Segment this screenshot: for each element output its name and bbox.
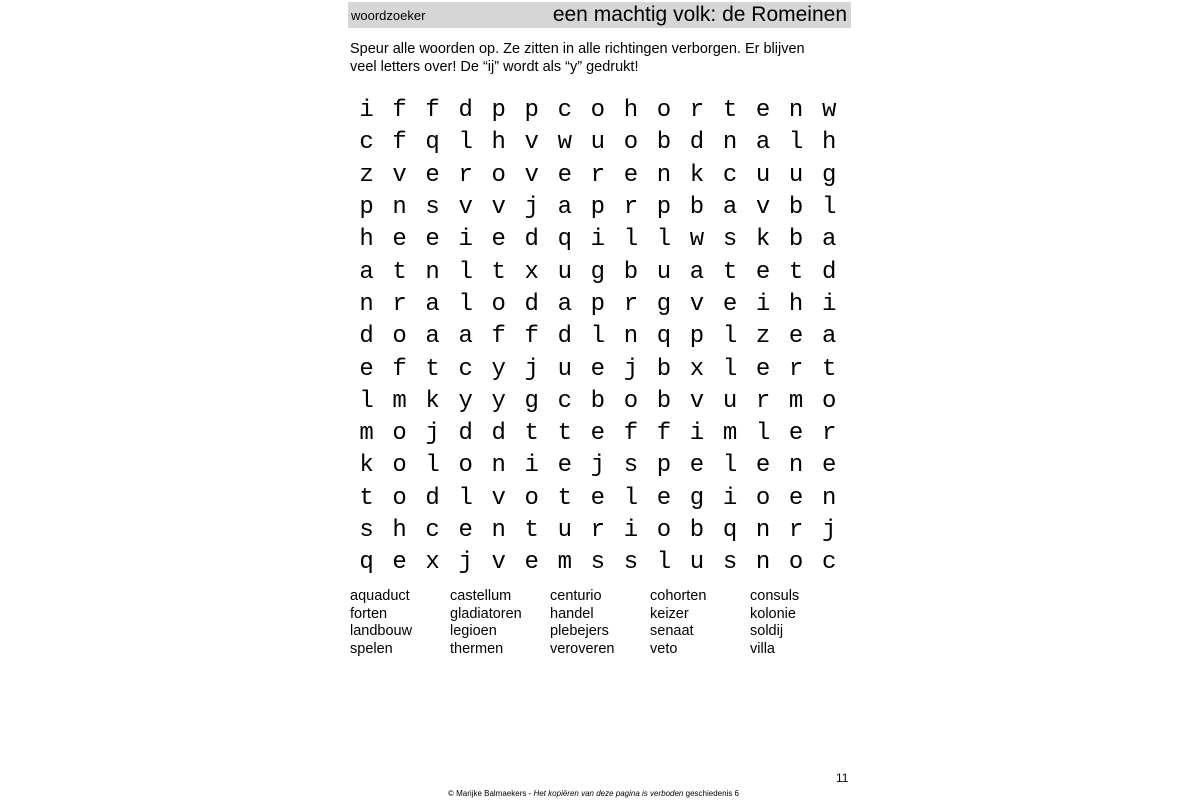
grid-letter: u: [788, 161, 804, 189]
grid-letter: f: [623, 420, 639, 448]
grid-letter: h: [491, 129, 506, 157]
grid-letter: l: [656, 549, 672, 577]
grid-letter: l: [722, 355, 738, 383]
copyright-text: © Marijke Balmaekers: [448, 789, 527, 798]
grid-letter: e: [524, 549, 539, 577]
grid-letter: w: [821, 97, 837, 125]
word-list-item: forten: [350, 605, 388, 622]
grid-letter: l: [722, 452, 738, 480]
grid-letter: o: [392, 484, 407, 512]
grid-letter: i: [458, 226, 473, 254]
grid-letter: j: [623, 355, 639, 383]
word-list-item: consuls: [750, 588, 800, 604]
grid-letter: a: [557, 194, 572, 222]
grid-letter: x: [425, 549, 440, 577]
grid-letter: h: [821, 129, 837, 157]
grid-letter: z: [359, 161, 374, 189]
grid-letter: j: [524, 355, 539, 383]
grid-letter: e: [359, 355, 374, 383]
grid-letter: r: [458, 161, 473, 189]
grid-letter: w: [689, 226, 705, 254]
grid-letter: x: [689, 355, 705, 383]
grid-letter: o: [821, 387, 837, 415]
grid-letter: x: [524, 258, 539, 286]
grid-letter: d: [491, 420, 506, 448]
grid-letter: u: [755, 161, 771, 189]
grid-letter: v: [491, 549, 506, 577]
grid-letter: b: [656, 387, 672, 415]
grid-letter: y: [491, 387, 506, 415]
grid-letter: r: [788, 517, 804, 544]
grid-row: [350, 386, 846, 418]
grid-letter: n: [755, 517, 771, 544]
grid-letter: v: [458, 194, 473, 222]
grid-letter: e: [656, 484, 672, 512]
grid-row: [350, 289, 846, 321]
grid-letter: r: [689, 97, 705, 125]
grid-letter: e: [590, 484, 606, 512]
grid-letter: o: [788, 549, 804, 577]
grid-letter: v: [491, 484, 506, 512]
grid-row: [350, 256, 846, 288]
grid-letter: e: [557, 161, 572, 189]
grid-letter: p: [491, 97, 506, 125]
grid-letter: i: [755, 290, 771, 318]
footer: [448, 789, 739, 799]
grid-letter: v: [524, 161, 539, 189]
grid-letter: o: [623, 387, 639, 415]
grid-letter: c: [359, 129, 374, 157]
grid-letter: j: [524, 194, 539, 222]
grid-letter: b: [590, 387, 606, 415]
grid-letter: s: [425, 194, 440, 222]
grid-letter: o: [392, 452, 407, 480]
grid-letter: b: [656, 129, 672, 157]
grid-letter: v: [755, 194, 771, 222]
grid-letter: h: [359, 226, 374, 254]
grid-letter: g: [524, 387, 539, 415]
grid-letter: e: [590, 420, 606, 448]
grid-letter: g: [590, 258, 606, 286]
grid-letter: l: [623, 226, 639, 254]
grid-letter: m: [557, 549, 572, 577]
grid-letter: u: [689, 549, 705, 577]
word-list-item: veto: [650, 641, 678, 658]
grid-letter: e: [590, 355, 606, 383]
grid-letter: k: [425, 387, 440, 415]
grid-letter: o: [656, 517, 672, 544]
grid-letter: l: [821, 194, 837, 222]
grid-letter: p: [524, 97, 539, 125]
grid-letter: r: [392, 290, 407, 318]
grid-letter: e: [458, 517, 473, 544]
grid-letter: l: [425, 452, 440, 480]
grid-letter: i: [359, 97, 374, 125]
grid-letter: s: [722, 549, 738, 577]
grid-letter: t: [788, 258, 804, 286]
grid-letter: e: [392, 549, 407, 577]
grid-letter: i: [821, 290, 837, 318]
grid-row: [350, 483, 846, 515]
grid-letter: l: [458, 129, 473, 157]
grid-letter: v: [689, 290, 705, 318]
grid-letter: d: [524, 290, 539, 318]
grid-letter: u: [656, 258, 672, 286]
word-list-item: veroveren: [550, 641, 615, 658]
header-bar: [348, 2, 851, 28]
grid-letter: d: [458, 420, 473, 448]
grid-letter: e: [623, 161, 639, 189]
grid-letter: r: [623, 194, 639, 222]
grid-letter: f: [392, 129, 407, 157]
grid-letter: n: [788, 452, 804, 480]
grid-letter: h: [788, 290, 804, 318]
grid-letter: t: [557, 420, 572, 448]
grid-letter: m: [359, 420, 374, 448]
grid-letter: n: [821, 484, 837, 512]
grid-letter: e: [392, 226, 407, 254]
grid-letter: p: [590, 194, 606, 222]
grid-letter: o: [755, 484, 771, 512]
word-list-item: gladiatoren: [450, 605, 522, 622]
grid-letter: m: [722, 420, 738, 448]
grid-letter: t: [392, 258, 407, 286]
grid-letter: o: [491, 161, 506, 189]
grid-letter: n: [656, 161, 672, 189]
grid-letter: c: [821, 549, 837, 577]
word-search-grid: [350, 95, 846, 579]
grid-letter: e: [755, 97, 771, 125]
grid-letter: s: [722, 226, 738, 254]
grid-letter: g: [821, 161, 837, 189]
grid-letter: i: [524, 452, 539, 480]
grid-letter: l: [755, 420, 771, 448]
grid-letter: g: [689, 484, 705, 512]
grid-letter: j: [458, 549, 473, 577]
grid-letter: e: [755, 452, 771, 480]
grid-letter: z: [755, 323, 771, 351]
grid-letter: n: [788, 97, 804, 125]
grid-letter: c: [557, 97, 572, 125]
grid-letter: d: [557, 323, 572, 351]
grid-letter: e: [689, 452, 705, 480]
grid-letter: a: [755, 129, 771, 157]
grid-row: [350, 450, 846, 482]
grid-letter: h: [623, 97, 639, 125]
word-list-item: centurio: [550, 588, 602, 604]
grid-letter: d: [425, 484, 440, 512]
grid-letter: b: [689, 194, 705, 222]
grid-letter: a: [821, 226, 837, 254]
grid-letter: j: [590, 452, 606, 480]
grid-letter: t: [425, 355, 440, 383]
grid-letter: d: [821, 258, 837, 286]
grid-letter: e: [788, 420, 804, 448]
copy-notice: Het kopiëren van deze pagina is verboden: [533, 789, 684, 798]
grid-letter: q: [359, 549, 374, 577]
grid-letter: n: [359, 290, 374, 318]
grid-letter: t: [524, 420, 539, 448]
grid-letter: e: [788, 323, 804, 351]
grid-letter: a: [722, 194, 738, 222]
grid-letter: l: [359, 387, 374, 415]
grid-letter: u: [557, 517, 572, 544]
grid-letter: m: [392, 387, 407, 415]
grid-letter: a: [359, 258, 374, 286]
grid-letter: n: [755, 549, 771, 577]
word-list-row: [350, 588, 850, 606]
grid-letter: n: [425, 258, 440, 286]
grid-letter: d: [458, 97, 473, 125]
grid-letter: q: [722, 517, 738, 544]
grid-letter: f: [425, 97, 440, 125]
grid-letter: e: [755, 258, 771, 286]
grid-letter: r: [788, 355, 804, 383]
grid-letter: f: [656, 420, 672, 448]
grid-letter: u: [557, 258, 572, 286]
grid-letter: c: [458, 355, 473, 383]
grid-letter: o: [392, 323, 407, 351]
grid-letter: c: [557, 387, 572, 415]
grid-letter: d: [689, 129, 705, 157]
grid-letter: l: [590, 323, 606, 351]
grid-letter: u: [722, 387, 738, 415]
grid-letter: b: [788, 194, 804, 222]
grid-letter: j: [821, 517, 837, 544]
grid-letter: n: [623, 323, 639, 351]
grid-letter: f: [392, 355, 407, 383]
grid-letter: v: [491, 194, 506, 222]
grid-letter: d: [524, 226, 539, 254]
word-list-item: plebejers: [550, 623, 609, 640]
grid-letter: t: [524, 517, 539, 544]
grid-letter: e: [557, 452, 572, 480]
grid-letter: f: [392, 97, 407, 125]
grid-letter: v: [689, 387, 705, 415]
grid-letter: c: [722, 161, 738, 189]
grid-letter: p: [656, 194, 672, 222]
grid-letter: r: [623, 290, 639, 318]
grid-letter: e: [755, 355, 771, 383]
word-list-row: [350, 641, 850, 659]
grid-letter: k: [359, 452, 374, 480]
grid-row: [350, 192, 846, 224]
word-list-item: villa: [750, 641, 775, 658]
grid-letter: r: [755, 387, 771, 415]
grid-letter: q: [425, 129, 440, 157]
word-list-item: spelen: [350, 641, 393, 658]
grid-letter: o: [458, 452, 473, 480]
word-list-item: castellum: [450, 588, 512, 604]
word-list-item: handel: [550, 605, 594, 622]
instructions: [350, 40, 850, 76]
grid-letter: n: [722, 129, 738, 157]
word-list-item: landbouw: [350, 623, 413, 640]
grid-letter: m: [788, 387, 804, 415]
word-list-row: [350, 606, 850, 624]
grid-letter: a: [458, 323, 473, 351]
grid-letter: p: [590, 290, 606, 318]
grid-letter: r: [590, 517, 606, 544]
grid-letter: l: [722, 323, 738, 351]
word-list-item: kolonie: [750, 605, 796, 622]
word-list: [350, 588, 850, 659]
grid-letter: d: [359, 323, 374, 351]
grid-letter: l: [458, 484, 473, 512]
grid-letter: h: [392, 517, 407, 544]
grid-row: [350, 95, 846, 127]
grid-letter: l: [458, 258, 473, 286]
grid-letter: o: [623, 129, 639, 157]
grid-letter: a: [689, 258, 705, 286]
grid-letter: s: [590, 549, 606, 577]
grid-letter: f: [491, 323, 506, 351]
grid-letter: v: [392, 161, 407, 189]
grid-letter: p: [689, 323, 705, 351]
grid-letter: t: [722, 258, 738, 286]
grid-letter: i: [722, 484, 738, 512]
grid-letter: u: [557, 355, 572, 383]
grid-letter: i: [689, 420, 705, 448]
grid-row: [350, 353, 846, 385]
instructions-line-2: veel letters over! De “ij” wordt als “y” gedrukt!: [350, 59, 639, 75]
grid-letter: s: [623, 549, 639, 577]
grid-letter: t: [359, 484, 374, 512]
grid-letter: v: [524, 129, 539, 157]
grid-row: [350, 224, 846, 256]
grid-letter: s: [359, 517, 374, 544]
grid-letter: i: [590, 226, 606, 254]
grid-row: [350, 127, 846, 159]
grid-letter: u: [590, 129, 606, 157]
word-list-item: senaat: [650, 623, 694, 640]
grid-letter: l: [623, 484, 639, 512]
page-number: 11: [836, 771, 849, 785]
grid-letter: e: [722, 290, 738, 318]
grid-letter: o: [392, 420, 407, 448]
grid-letter: b: [788, 226, 804, 254]
grid-letter: r: [821, 420, 837, 448]
grid-letter: s: [623, 452, 639, 480]
word-list-item: thermen: [450, 641, 504, 658]
grid-letter: o: [491, 290, 506, 318]
word-list-item: keizer: [650, 605, 689, 622]
grid-letter: n: [491, 452, 506, 480]
grid-row: [350, 418, 846, 450]
page-title: een machtig volk: de Romeinen: [552, 3, 847, 26]
grid-row: [350, 160, 846, 192]
grid-letter: y: [491, 355, 506, 383]
grid-letter: t: [722, 97, 738, 125]
grid-letter: b: [656, 355, 672, 383]
worksheet-type-label: woordzoeker: [351, 8, 426, 23]
grid-letter: y: [458, 387, 473, 415]
grid-letter: q: [557, 226, 572, 254]
word-list-item: soldij: [750, 623, 784, 640]
grid-letter: p: [656, 452, 672, 480]
grid-letter: a: [557, 290, 572, 318]
grid-letter: j: [425, 420, 440, 448]
word-list-item: cohorten: [650, 588, 707, 604]
grid-letter: t: [491, 258, 506, 286]
grid-letter: n: [491, 517, 506, 544]
grid-letter: c: [425, 517, 440, 544]
grid-letter: e: [425, 226, 440, 254]
word-list-row: [350, 623, 850, 641]
grid-letter: i: [623, 517, 639, 544]
grid-letter: b: [689, 517, 705, 544]
grid-letter: l: [656, 226, 672, 254]
grid-letter: o: [524, 484, 539, 512]
grid-letter: r: [590, 161, 606, 189]
grid-letter: b: [623, 258, 639, 286]
grid-letter: p: [359, 194, 374, 222]
footer-separator: -: [528, 789, 532, 798]
word-list-item: legioen: [450, 623, 497, 640]
grid-letter: q: [656, 323, 672, 351]
grid-letter: e: [491, 226, 506, 254]
grid-letter: t: [557, 484, 572, 512]
grid-letter: o: [656, 97, 672, 125]
grid-letter: l: [788, 129, 804, 157]
grid-letter: t: [821, 355, 837, 383]
grid-letter: e: [821, 452, 837, 480]
grid-row: [350, 547, 846, 579]
grid-letter: a: [425, 290, 440, 318]
grid-letter: e: [788, 484, 804, 512]
grid-letter: g: [656, 290, 672, 318]
grid-letter: f: [524, 323, 539, 351]
instructions-line-1: Speur alle woorden op. Ze zitten in alle richtingen verborgen. Er blijven: [350, 41, 805, 57]
grid-letter: k: [755, 226, 771, 254]
grid-letter: o: [590, 97, 606, 125]
grid-letter: l: [458, 290, 473, 318]
grid-letter: k: [689, 161, 705, 189]
grid-row: [350, 321, 846, 353]
word-list-item: aquaduct: [350, 588, 410, 604]
subject-label: geschiedenis 6: [685, 789, 739, 798]
grid-letter: a: [425, 323, 440, 351]
grid-letter: e: [425, 161, 440, 189]
grid-letter: a: [821, 323, 837, 351]
grid-row: [350, 515, 846, 547]
grid-letter: w: [557, 129, 572, 157]
grid-letter: n: [392, 194, 407, 222]
